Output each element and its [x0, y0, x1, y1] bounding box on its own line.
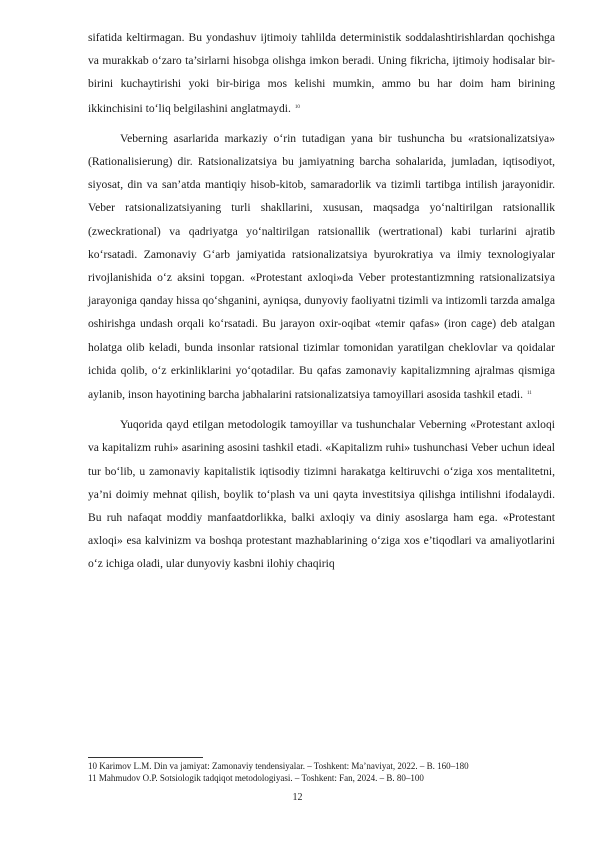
paragraph-text: sifatida keltirmagan. Bu yondashuv ijtimoiy tahlilda deterministik soddalashtirishlardan qochishga va murakkab o‘zaro ta’sirlarni hisobga olishga imkon beradi. Uning fikricha, ijtimoiy hodisalar bir-birini kuchaytirishi yoki bir-biriga mos kelishi mumkin, ammo bu har doim ham birining ikkinchisini to‘liq belgilashini anglatmaydi. — [88, 31, 555, 115]
page-number: 12 — [292, 792, 303, 803]
paragraph-1 — [88, 26, 555, 120]
footnote-10: 10 Karimov L.M. Din va jamiyat: Zamonaviy tendensiyalar. – Toshkent: Ma’naviyat, 2022. – B. 160–180 — [88, 761, 469, 771]
paragraph-2 — [88, 127, 555, 406]
page-body — [88, 26, 555, 583]
footnote-separator — [88, 757, 203, 758]
footnotes — [88, 760, 555, 784]
paragraph-text: Yuqorida qayd etilgan metodologik tamoyillar va tushunchalar Veberning «Protestant axloqi va kapitalizm ruhi» asarining asosini tashkil etadi. «Kapitalizm ruhi» tushunchasi Veber uchun ideal tur bo‘lib, u zamonaviy kapitalistik iqtisodiy tizimni harakatga keltiruvchi o‘ziga xos mentalitetni, ya’ni doimiy mehnat qilish, boylik to‘plash va uni qayta investitsiya qilishga intilishni ifodalaydi. Bu ruh nafaqat moddiy manfaatdorlikka, balki axloqiy va diniy asoslarga ham ega. «Protestant axloqi» esa kalvinizm va boshqa protestant mazhablarining o‘ziga xos e’tiqodlari va amaliyotlarini o‘z ichiga oladi, ular dunyoviy kasbni ilohiy chaqiriq — [88, 418, 555, 571]
footnote-reference: 10 — [294, 104, 300, 110]
paragraph-text: Veberning asarlarida markaziy o‘rin tutadigan yana bir tushuncha bu «ratsionalizatsiya» (Rationalisierung) dir. Ratsionalizatsiya bu jamiyatning barcha sohalarida, jumladan, iqtisodiyot, siyosat, din va san’atda mantiqiy hisob-kitob, samaradorlik va tizimli tartibga intilish jarayonidir. Veber ratsionalizatsiyaning turli shakllarini, xususan, maqsadga yo‘naltirilgan ratsionallik (zweckrational) va qadriyatga yo‘naltirilgan ratsionallik (wertrational) kabi turlarini ajratib ko‘rsatadi. Zamonaviy G‘arb jamiyatida ratsionalizatsiya byurokratiya va ilmiy texnologiyalar rivojlanishida o‘z aksini topgan. «Protestant axloqi»da Veber protestantizmning ratsionalizatsiya jarayoniga qanday hissa qo‘shganini, ayniqsa, dunyoviy faoliyatni tizimli va intizomli tarzda amalga oshirishga undash orqali ko‘rsatadi. Bu jarayon oxir-oqibat «temir qafas» (iron cage) deb atalgan holatga olib keladi, bunda insonlar ratsional tizimlar tomonidan yaratilgan cheklovlar va qoidalar ichida qolib, o‘z erkinliklarini yo‘qotadilar. Bu qafas zamonaviy kapitalizmning ajralmas qismiga aylanib, inson hayotining barcha jabhalarini ratsionalizatsiya tamoyillari asosida tashkil etadi. — [88, 131, 555, 402]
footnote-reference: 11 — [526, 391, 532, 397]
paragraph-3 — [88, 413, 555, 575]
footnote-11: 11 Mahmudov O.P. Sotsiologik tadqiqot metodologiyasi. – Toshkent: Fan, 2024. – B. 80–100 — [88, 773, 424, 783]
